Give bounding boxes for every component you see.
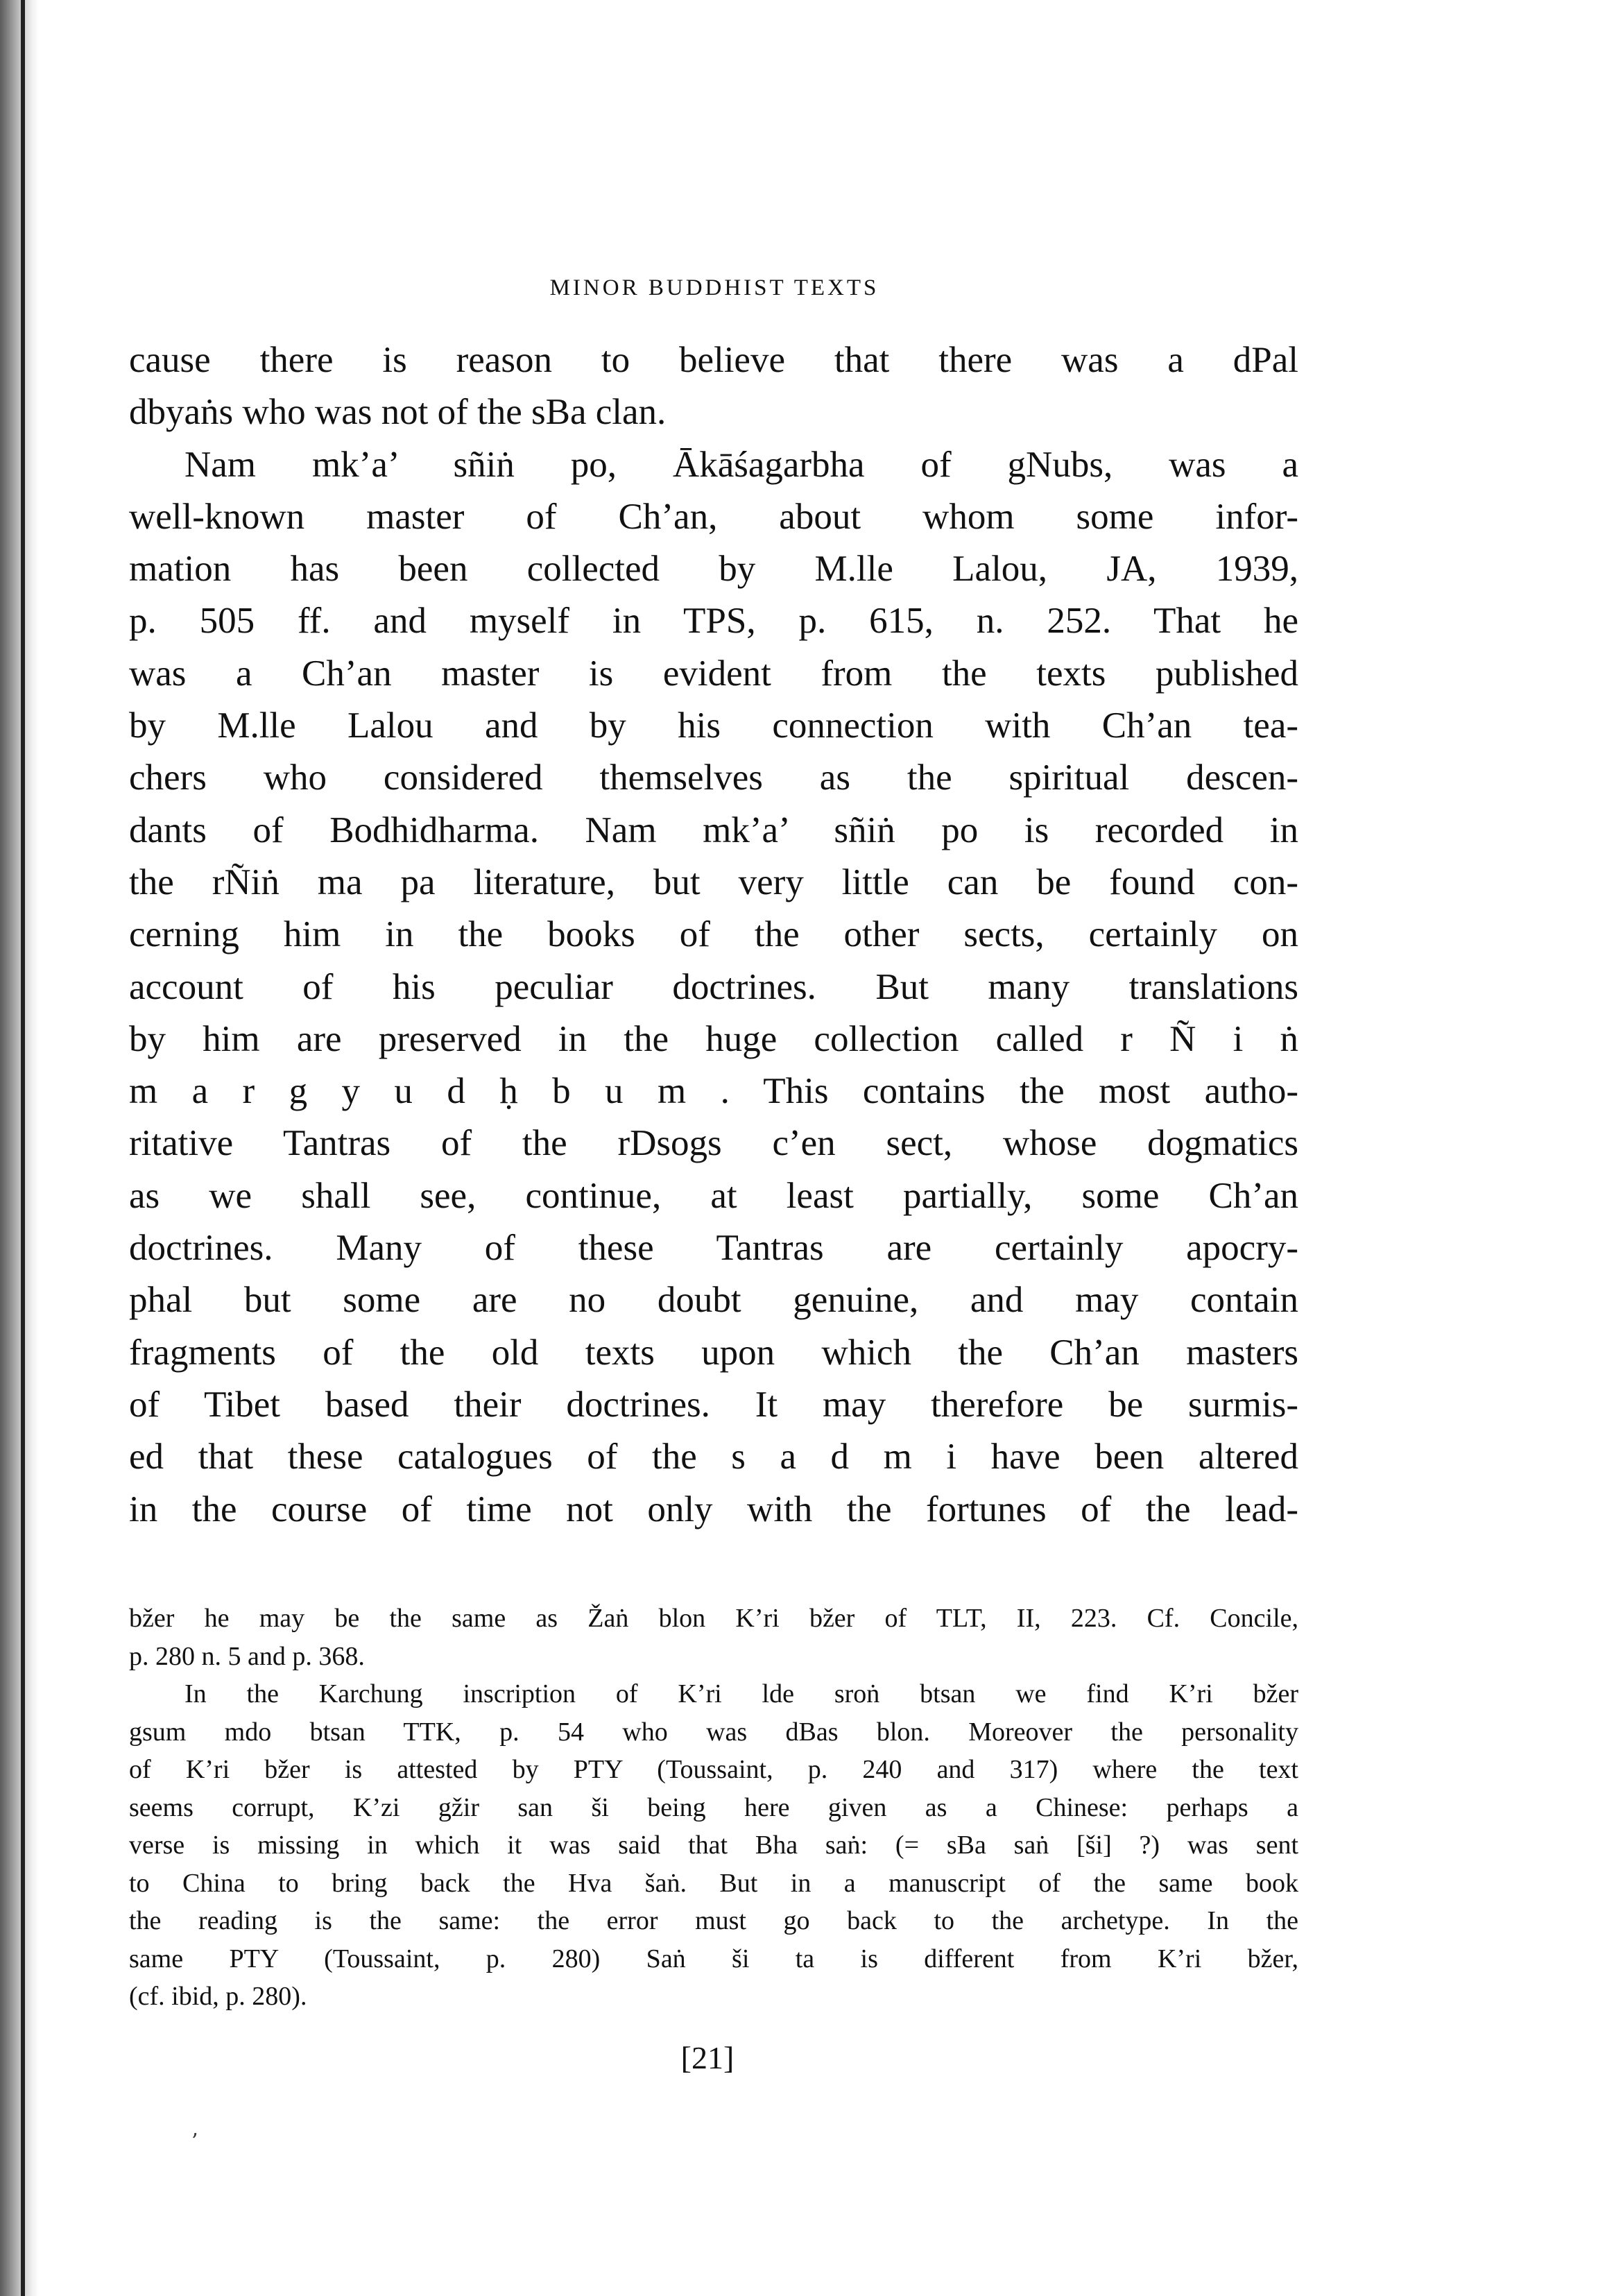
footnote-line: bžer he may be the same as Žaṅ blon K’ri bžer of TLT, II, 223. Cf. Concile,: [129, 1604, 1298, 1633]
footnotes: [129, 1600, 1298, 2016]
text-line: by M.lle Lalou and by his connection with Ch’an tea-: [129, 705, 1298, 746]
book-binding-edge: [0, 0, 39, 2296]
main-body-text: [129, 334, 1298, 1536]
binding-shadow-line: [21, 0, 25, 2296]
ink-speck: ’: [191, 2130, 198, 2154]
text-line: p. 505 ff. and myself in TPS, p. 615, n. 252. That he: [129, 601, 1298, 642]
paragraph-2: [129, 439, 1298, 1536]
text-line: Nam mk’a’ sñiṅ po, Ākāśagarbha of gNubs, was a: [184, 444, 1298, 485]
text-line: mation has been collected by M.lle Lalou, JA, 1939,: [129, 549, 1298, 590]
text-line: fragments of the old texts upon which the Ch’an masters: [129, 1332, 1298, 1373]
paragraph-1: [129, 334, 1298, 439]
running-head: MINOR BUDDHIST TEXTS: [549, 275, 879, 300]
text-line: m a r g y u d ḥ b u m . This contains the most autho-: [129, 1071, 1298, 1112]
text-line: phal but some are no doubt genuine, and may contain: [129, 1280, 1298, 1321]
text-line: of Tibet based their doctrines. It may therefore be surmis-: [129, 1384, 1298, 1425]
text-line: ed that these catalogues of the s a d m i have been altered: [129, 1437, 1298, 1477]
footnote-line: seems corrupt, K’zi gžir san ši being here given as a Chinese: perhaps a: [129, 1792, 1298, 1822]
text-line: cause there is reason to believe that there was a dPal: [129, 340, 1298, 380]
text-line: ritative Tantras of the rDsogs c’en sect, whose dogmatics: [129, 1123, 1298, 1164]
page-number: [21]: [680, 2040, 735, 2075]
text-line: by him are preserved in the huge collection called r Ñ i ṅ: [129, 1018, 1298, 1059]
footnote-line: gsum mdo btsan TTK, p. 54 who was dBas blon. Moreover the personality: [129, 1717, 1298, 1747]
text-line: well-known master of Ch’an, about whom some infor-: [129, 496, 1298, 537]
footnote-line: the reading is the same: the error must go back to the archetype. In the: [129, 1906, 1298, 1935]
footnote-line: verse is missing in which it was said that Bha saṅ: (= sBa saṅ [ši] ?) was sent: [129, 1831, 1298, 1860]
text-line: was a Ch’an master is evident from the texts published: [129, 653, 1298, 694]
text-line: dants of Bodhidharma. Nam mk’a’ sñiṅ po is recorded in: [129, 809, 1298, 850]
text-line: doctrines. Many of these Tantras are certainly apocry-: [129, 1228, 1298, 1269]
footnote-line: to China to bring back the Hva šaṅ. But in a manuscript of the same book: [129, 1868, 1298, 1898]
footnote-line: p. 280 n. 5 and p. 368.: [129, 1641, 365, 1671]
text-line: dbyaṅs who was not of the sBa clan.: [129, 392, 667, 433]
text-line: account of his peculiar doctrines. But many translations: [129, 966, 1298, 1007]
text-line: the rÑiṅ ma pa literature, but very little can be found con-: [129, 862, 1298, 902]
footnote-line: (cf. ibid, p. 280).: [129, 1982, 307, 2011]
text-line: cerning him in the books of the other sects, certainly on: [129, 914, 1298, 955]
text-line: in the course of time not only with the fortunes of the lead-: [129, 1489, 1298, 1530]
footnote-line: same PTY (Toussaint, p. 280) Saṅ ši ta is different from K’ri bžer,: [129, 1944, 1298, 1973]
footnote-line: of K’ri bžer is attested by PTY (Toussaint, p. 240 and 317) where the text: [129, 1755, 1298, 1784]
footnote-line: In the Karchung inscription of K’ri lde sroṅ btsan we find K’ri bžer: [184, 1679, 1298, 1708]
text-line: chers who considered themselves as the spiritual descen-: [129, 757, 1298, 798]
text-line: as we shall see, continue, at least partially, some Ch’an: [129, 1175, 1298, 1216]
